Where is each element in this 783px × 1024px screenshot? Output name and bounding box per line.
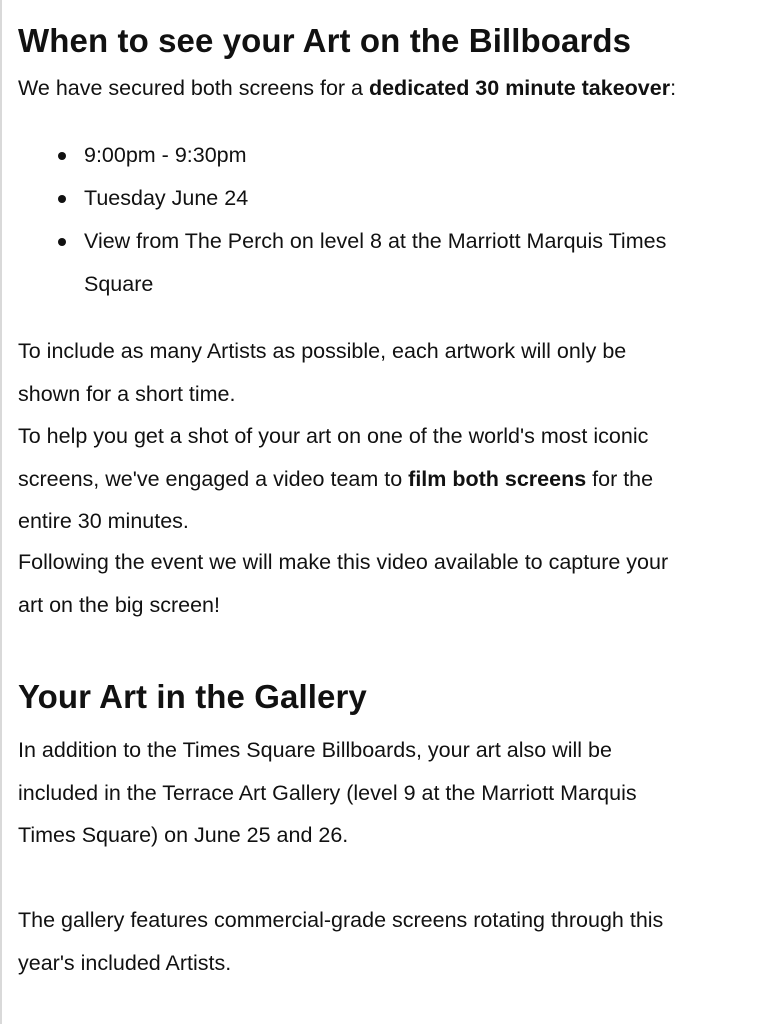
paragraph-line: entire 30 minutes.	[18, 509, 189, 533]
paragraph-text: for the	[586, 466, 654, 491]
schedule-item-text: 9:00pm - 9:30pm	[84, 143, 247, 167]
intro-colon: :	[670, 76, 677, 100]
intro-bold-text: dedicated 30 minute takeover	[368, 76, 671, 100]
bullet-icon	[58, 195, 66, 203]
paragraph-line: To include as many Artists as possible, each artwork will only be	[18, 339, 627, 363]
schedule-list	[18, 134, 758, 306]
paragraph-line	[18, 458, 778, 501]
paragraph-line: art on the big screen!	[18, 592, 220, 617]
schedule-item-text: Tuesday June 24	[84, 186, 249, 210]
paragraph-line: Following the event we will make this video available to capture your	[18, 550, 669, 574]
paragraph-line: year's included Artists.	[18, 950, 232, 975]
paragraph-bold-text: film both screens	[408, 466, 587, 491]
page-left-border	[0, 0, 2, 1024]
schedule-item-location	[18, 220, 758, 306]
paragraph-line: shown for a short time.	[18, 381, 236, 406]
paragraph-line: In addition to the Times Square Billboards, your art also will be	[18, 738, 612, 762]
schedule-item-text: View from The Perch on level 8 at the Marriott Marquis Times	[84, 229, 667, 253]
billboards-heading: When to see your Art on the Billboards	[18, 22, 632, 59]
billboards-intro	[18, 67, 676, 109]
gallery-paragraph-location	[18, 729, 778, 857]
billboards-paragraph-duration	[18, 330, 778, 415]
paragraph-line: Times Square) on June 25 and 26.	[18, 823, 349, 847]
paragraph-text: screens, we've engaged a video team to	[18, 466, 409, 491]
bullet-icon	[58, 238, 66, 246]
gallery-paragraph-screens	[18, 899, 778, 984]
billboards-paragraph-video-available	[18, 541, 778, 626]
schedule-item-date	[18, 177, 758, 220]
paragraph-line: included in the Terrace Art Gallery (level 9 at the Marriott Marquis	[18, 780, 637, 805]
bullet-icon	[58, 152, 66, 160]
intro-text: We have secured both screens for a	[18, 76, 369, 100]
schedule-item-text-continued: Square	[84, 272, 154, 296]
schedule-item-time	[18, 134, 758, 177]
billboards-paragraph-video-team	[18, 415, 778, 543]
paragraph-line: The gallery features commercial-grade screens rotating through this	[18, 908, 664, 932]
gallery-heading: Your Art in the Gallery	[18, 678, 367, 715]
paragraph-line: To help you get a shot of your art on one of the world's most iconic	[18, 424, 649, 448]
